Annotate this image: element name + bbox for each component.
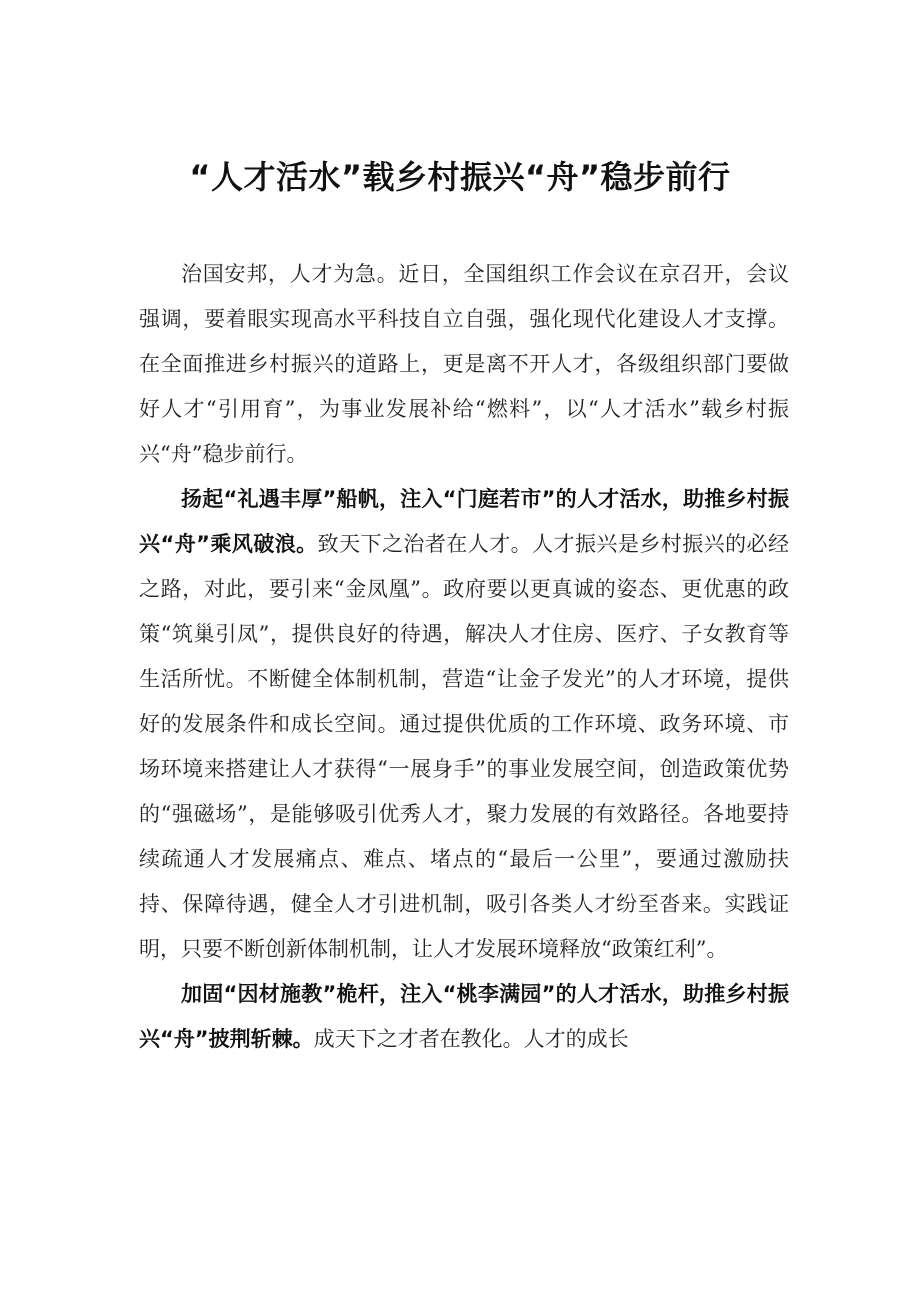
paragraph-cultivate-talent [139, 972, 789, 1062]
paragraph-attract-talent-text: 致天下之治者在人才。人才振兴是乡村振兴的必经之路，对此，要引来“金凤凰”。政府要以更真诚的姿态、更优惠的政策“筑巢引凤”，提供良好的待遇，解决人才住房、医疗、子女教育等生活所忧。不断健全体制机制，营造“让金子发光”的人才环境，提供好的发展条件和成长空间。通过提供优质的工作环境、政务环境、市场环境来搭建让人才获得“一展身手”的事业发展空间，创造政策优势的“强磁场”，是能够吸引优秀人才，聚力发展的有效路径。各地要持续疏通人才发展痛点、难点、堵点的“最后一公里”，要通过激励扶持、保障待遇，健全人才引进机制，吸引各类人才纷至沓来。实践证明，只要不断创新体制机制，让人才发展环境释放“政策红利”。 [139, 532, 789, 961]
document-body [139, 252, 789, 1062]
paragraph-intro-text: 治国安邦，人才为急。近日，全国组织工作会议在京召开，会议强调，要着眼实现高水平科技自立自强，强化现代化建设人才支撑。在全面推进乡村振兴的道路上，更是离不开人才，各级组织部门要做好人才“引用育”，为事业发展补给“燃料”，以“人才活水”载乡村振兴“舟”稳步前行。 [139, 262, 789, 466]
paragraph-attract-talent-heading: 扬起“礼遇丰厚”船帆，注入“门庭若市”的人才活水，助推乡村振兴“舟”乘风破浪。 [139, 487, 789, 556]
paragraph-cultivate-talent-heading: 加固“因材施教”桅杆，注入“桃李满园”的人才活水，助推乡村振兴“舟”披荆斩棘。 [139, 982, 789, 1051]
paragraph-intro [139, 252, 789, 477]
paragraph-attract-talent [139, 477, 789, 972]
paragraph-cultivate-talent-text: 成天下之才者在教化。人才的成长 [313, 1027, 629, 1051]
document-title: “人才活水”载乡村振兴“舟”稳步前行 [189, 158, 731, 196]
